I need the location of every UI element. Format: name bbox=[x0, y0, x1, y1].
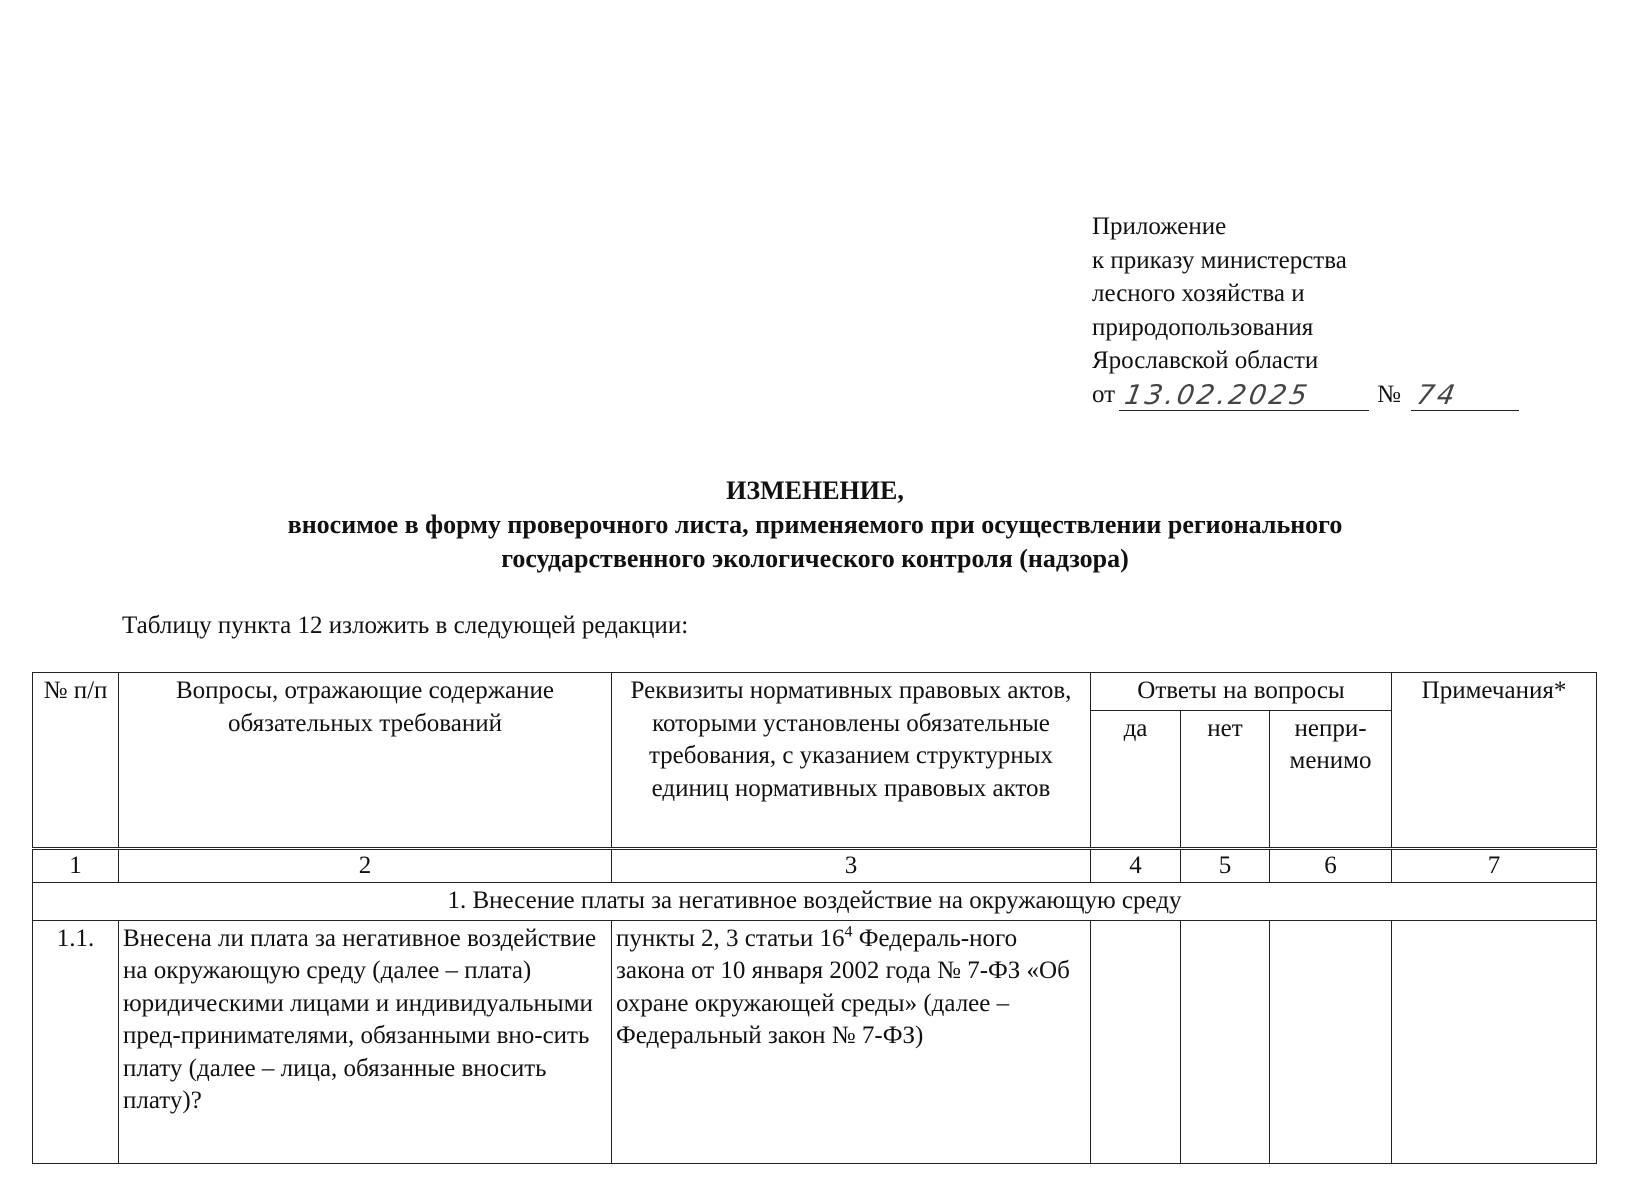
title-line-3: государственного экологического контроля (надзора) bbox=[501, 544, 1129, 573]
row-requisites bbox=[612, 920, 1091, 1163]
header-requisites: Реквизиты нормативных правовых актов, которыми установлены обязательные требования, с указанием структурных единиц нормативных правовых актов bbox=[612, 673, 1091, 849]
header-notes: Примечания* bbox=[1392, 673, 1597, 849]
appendix-line-4: природопользования bbox=[1092, 313, 1314, 341]
intro-paragraph: Таблицу пункта 12 изложить в следующей редакции: bbox=[122, 612, 689, 639]
row-notes[interactable] bbox=[1392, 920, 1597, 1163]
order-date-number-line bbox=[1092, 378, 1562, 412]
handwritten-number: 74 bbox=[1414, 379, 1461, 411]
column-number: 6 bbox=[1270, 848, 1392, 883]
appendix-line-1: Приложение bbox=[1092, 213, 1227, 240]
appendix-line-5: Ярославской области bbox=[1092, 347, 1319, 374]
section-row bbox=[33, 883, 1597, 921]
column-number: 7 bbox=[1392, 848, 1597, 883]
number-field bbox=[1411, 379, 1519, 411]
column-numbers-row bbox=[33, 848, 1597, 883]
document-title bbox=[0, 474, 1630, 576]
title-line-2: вносимое в форму проверочного листа, применяемого при осуществлении регионального bbox=[287, 510, 1343, 539]
row-answer-yes[interactable] bbox=[1091, 920, 1181, 1163]
requisites-text-2: Федераль-ного закона от 10 января 2002 года № 7-ФЗ «Об охране окружающей среды» (далее – Федеральный закон № 7-ФЗ) bbox=[616, 924, 1070, 1049]
checklist-table bbox=[32, 672, 1597, 1164]
row-number: 1.1. bbox=[33, 920, 119, 1163]
header-answer-na: непри-менимо bbox=[1270, 710, 1392, 848]
appendix-line-2: к приказу министерства bbox=[1092, 246, 1347, 274]
header-answer-no: нет bbox=[1181, 710, 1270, 848]
row-answer-na[interactable] bbox=[1270, 920, 1392, 1163]
column-number: 4 bbox=[1091, 848, 1181, 883]
header-answer-yes: да bbox=[1091, 710, 1181, 848]
header-answers-group: Ответы на вопросы bbox=[1091, 673, 1392, 711]
table-row bbox=[33, 920, 1597, 1163]
date-field bbox=[1119, 379, 1369, 411]
requisites-superscript: 4 bbox=[844, 923, 853, 941]
header-row-1 bbox=[33, 673, 1597, 711]
row-answer-no[interactable] bbox=[1181, 920, 1270, 1163]
appendix-block bbox=[1092, 210, 1562, 411]
column-number: 2 bbox=[119, 848, 612, 883]
column-number: 3 bbox=[612, 848, 1091, 883]
column-number: 1 bbox=[33, 848, 119, 883]
handwritten-date: 13.02.2025 bbox=[1122, 379, 1313, 411]
number-label: № bbox=[1377, 380, 1401, 408]
requisites-text-1: пункты 2, 3 статьи 16 bbox=[616, 924, 845, 952]
header-questions: Вопросы, отражающие содержание обязательных требований bbox=[119, 673, 612, 849]
row-question: Внесена ли плата за негативное воздействие на окружающую среду (далее – плата) юридическими лицами и индивидуальными пред-принимателями, обязанными вно-сить плату (далее – лица, обязанные вносить плату)? bbox=[119, 920, 612, 1163]
header-number: № п/п bbox=[33, 673, 119, 849]
column-number: 5 bbox=[1181, 848, 1270, 883]
from-label: от bbox=[1092, 380, 1116, 408]
title-line-1: ИЗМЕНЕНИЕ, bbox=[726, 476, 904, 505]
appendix-line-3: лесного хозяйства и bbox=[1092, 280, 1305, 307]
section-title: 1. Внесение платы за негативное воздействие на окружающую среду bbox=[33, 883, 1597, 921]
